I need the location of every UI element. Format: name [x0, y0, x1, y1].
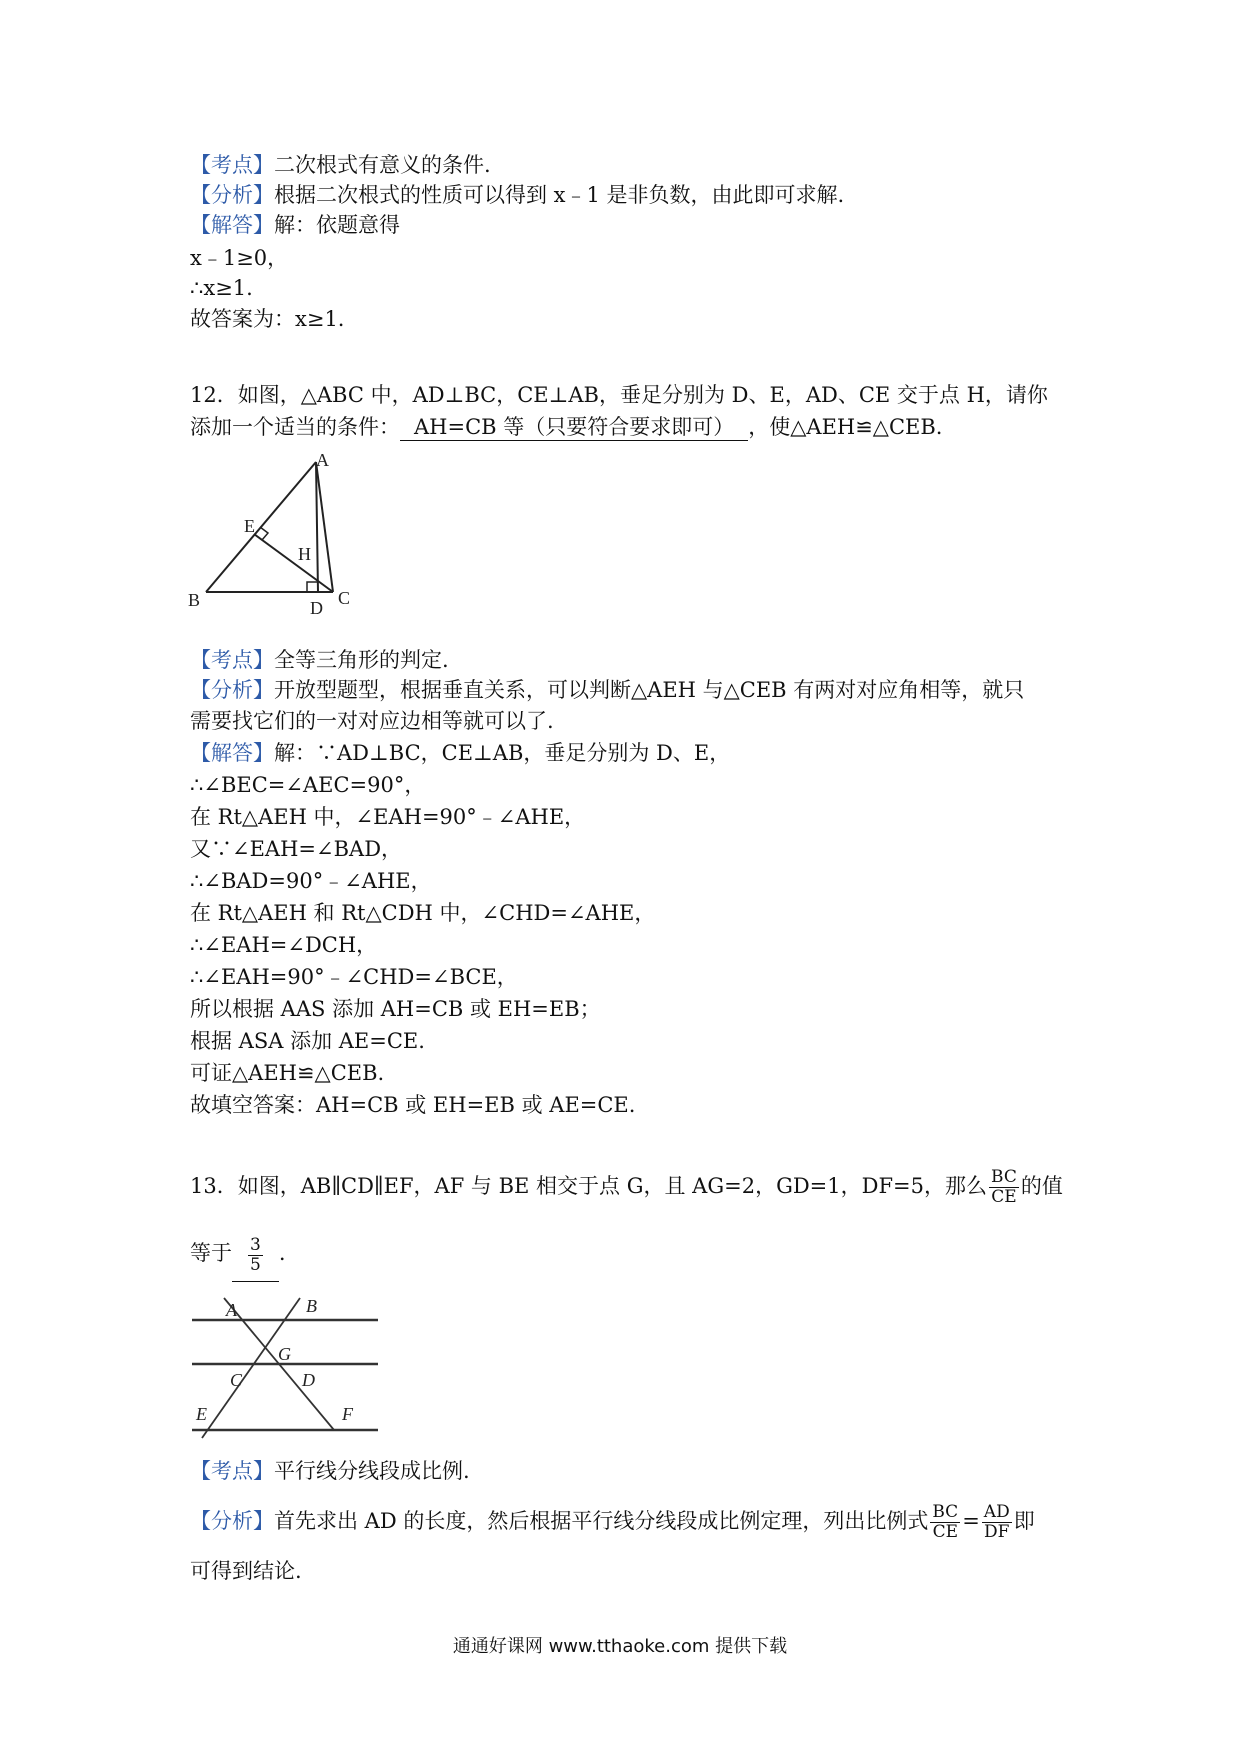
q13-answer-suffix: . [278, 1241, 286, 1265]
q13-fenxi-before: 首先求出 AD 的长度，然后根据平行线分线段成比例定理，列出比例式 [274, 1509, 929, 1533]
q12-step: ∴∠BAD=90°﹣∠AHE， [190, 869, 432, 893]
q12-fenxi-line2: 需要找它们的一对对应边相等就可以了. [190, 709, 554, 733]
q12-jieda-line [190, 738, 730, 768]
q13-stem-line [190, 1162, 1063, 1210]
q12-stem-before: 添加一个适当的条件： [190, 415, 400, 439]
q13-fenxi-equals: = [962, 1509, 980, 1533]
fenxi-tag: 【分析】 [190, 678, 274, 702]
kaodian-tag: 【考点】 [190, 648, 274, 672]
q13-kaodian-line [190, 1456, 470, 1486]
label-d: D [310, 598, 323, 618]
label-a: A [226, 1300, 237, 1320]
label-f: F [342, 1404, 353, 1424]
q13-fenxi-after: 即 [1013, 1509, 1035, 1533]
right-angle-d [307, 582, 318, 592]
fraction-denominator: CE [991, 1187, 1017, 1207]
q11-jieda-line [190, 210, 400, 240]
q13-kaodian-text: 平行线分线段成比例. [274, 1459, 470, 1483]
q13-fenxi-line2: 可得到结论. [190, 1559, 302, 1583]
q13-answer-prefix: 等于 [190, 1241, 232, 1265]
q12-kaodian-text: 全等三角形的判定. [274, 648, 449, 672]
kaodian-tag: 【考点】 [190, 1459, 274, 1483]
fraction-numerator: BC [991, 1167, 1017, 1187]
q12-stem-line1: 12．如图，△ABC 中，AD⊥BC，CE⊥AB，垂足分别为 D、E，AD、CE 交于点 H，请你 [190, 383, 1048, 407]
q12-step: ∴∠EAH=∠DCH， [190, 933, 378, 957]
q12-step: 可证△AEH≌△CEB. [190, 1061, 385, 1085]
q12-step: 根据 ASA 添加 AE=CE. [190, 1029, 425, 1053]
q12-triangle-figure [188, 448, 368, 628]
q13-fenxi-fraction-1 [930, 1503, 960, 1542]
q13-answer-line [190, 1226, 286, 1280]
q13-stem-fraction [989, 1168, 1019, 1207]
q11-step: x﹣1≥0， [190, 246, 289, 270]
q12-fenxi-line [190, 675, 1024, 705]
label-a: A [316, 450, 329, 470]
kaodian-tag: 【考点】 [190, 153, 274, 177]
q13-answer-fraction [248, 1236, 263, 1275]
jieda-tag: 【解答】 [190, 213, 274, 237]
q11-kaodian-line [190, 150, 491, 180]
q11-fenxi-line [190, 180, 844, 210]
q12-stem-after: ，使△AEH≌△CEB. [748, 415, 943, 439]
label-d: D [302, 1370, 315, 1390]
label-e: E [244, 516, 255, 536]
q12-fenxi-text1: 开放型题型，根据垂直关系，可以判断△AEH 与△CEB 有两对对应角相等，就只 [274, 678, 1025, 702]
label-h: H [298, 544, 311, 564]
label-c: C [230, 1370, 243, 1390]
fenxi-tag: 【分析】 [190, 1509, 274, 1533]
q12-stem-line2 [190, 412, 942, 442]
fraction-denominator: DF [984, 1522, 1010, 1542]
q13-parallel-lines-figure [190, 1290, 380, 1440]
q11-kaodian-text: 二次根式有意义的条件. [274, 153, 491, 177]
fraction-denominator: 5 [250, 1255, 261, 1275]
fraction-numerator: AD [983, 1502, 1010, 1522]
page-footer: 通通好课网 www.tthaoke.com 提供下载 [452, 1636, 788, 1657]
altitude-ce [254, 534, 333, 592]
q12-step: 所以根据 AAS 添加 AH=CB 或 EH=EB； [190, 997, 601, 1021]
q12-step: 又∵∠EAH=∠BAD， [190, 837, 403, 861]
q13-stem-before: 13．如图，AB∥CD∥EF，AF 与 BE 相交于点 G，且 AG=2，GD=1，DF=5，那么 [190, 1174, 988, 1198]
q11-jieda-text: 解：依题意得 [274, 213, 400, 237]
q12-kaodian-line [190, 645, 449, 675]
q11-step: ∴x≥1. [190, 276, 253, 300]
q12-step: ∴∠BEC=∠AEC=90°， [190, 773, 426, 797]
label-c: C [338, 588, 351, 608]
jieda-tag: 【解答】 [190, 741, 274, 765]
q12-step: 在 Rt△AEH 和 Rt△CDH 中，∠CHD=∠AHE， [190, 901, 656, 925]
q13-fenxi-line [190, 1496, 1035, 1546]
label-b: B [188, 590, 201, 610]
label-e: E [196, 1404, 207, 1424]
q11-fenxi-text: 根据二次根式的性质可以得到 x﹣1 是非负数，由此即可求解. [274, 183, 845, 207]
q11-step: 故答案为：x≥1. [190, 307, 345, 331]
fraction-numerator: BC [932, 1502, 959, 1522]
fraction-numerator: 3 [250, 1235, 261, 1255]
q13-stem-after: 的值 [1020, 1174, 1063, 1198]
fenxi-tag: 【分析】 [190, 183, 274, 207]
q12-step: 故填空答案：AH=CB 或 EH=EB 或 AE=CE. [190, 1093, 636, 1117]
q12-step: 在 Rt△AEH 中，∠EAH=90°﹣∠AHE， [190, 805, 586, 829]
q13-fenxi-fraction-2 [982, 1503, 1012, 1542]
label-b: B [306, 1296, 317, 1316]
label-g: G [278, 1344, 291, 1364]
q12-answer-blank: AH=CB 等（只要符合要求即可） [400, 414, 748, 441]
q13-answer-blank [232, 1227, 279, 1282]
q12-step: ∴∠EAH=90°﹣∠CHD=∠BCE， [190, 965, 518, 989]
fraction-denominator: CE [932, 1522, 958, 1542]
q12-jieda-text: 解：∵AD⊥BC，CE⊥AB，垂足分别为 D、E， [274, 741, 731, 765]
